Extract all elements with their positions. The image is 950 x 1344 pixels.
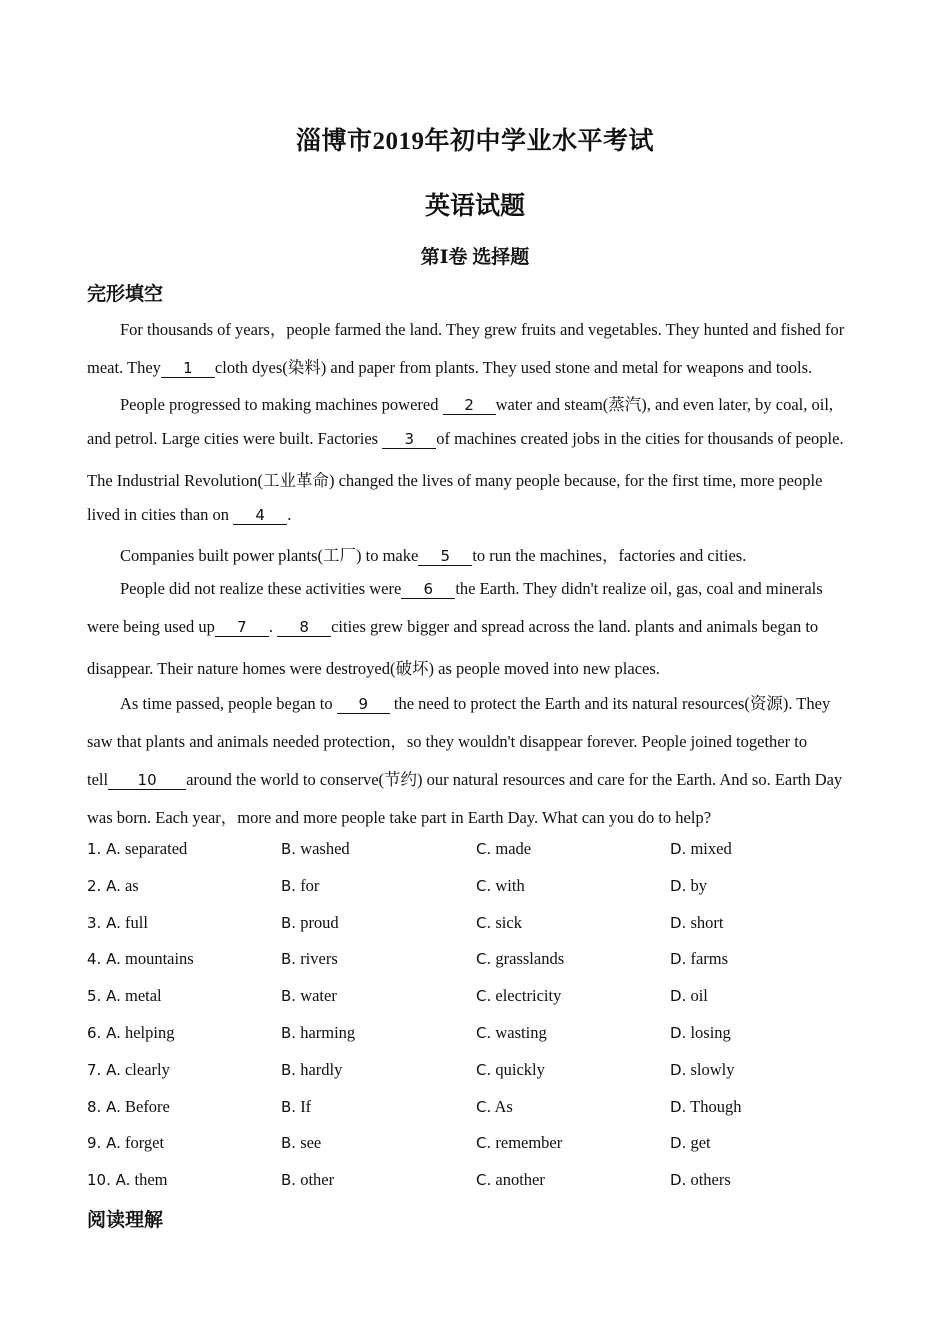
passage-text: saw that plants and animals needed protection，so they wouldn't disappear forever. People joined together to: [87, 732, 808, 751]
passage-text: People did not realize these activities were: [120, 579, 402, 598]
option-label: 3. A.: [87, 913, 121, 932]
option-label: 4. A.: [87, 950, 121, 969]
option-label: B.: [281, 1171, 297, 1190]
option-text: made: [491, 839, 532, 858]
option-a[interactable]: [87, 949, 194, 969]
passage-text: to run the machines，factories and cities.: [472, 546, 747, 565]
option-a[interactable]: [87, 1023, 174, 1043]
option-d[interactable]: [670, 839, 732, 859]
option-a[interactable]: [87, 839, 187, 859]
passage-line: [87, 354, 877, 378]
option-label: D.: [670, 1134, 687, 1153]
option-label: B.: [281, 1134, 297, 1153]
passage-line: [120, 690, 910, 714]
option-text: helping: [120, 1023, 175, 1042]
option-text: metal: [120, 986, 162, 1006]
option-text: separated: [120, 839, 188, 858]
option-label: C.: [476, 840, 492, 858]
option-d[interactable]: [670, 1097, 741, 1117]
passage-text: meat. They: [87, 358, 161, 377]
passage-text: were being used up: [87, 617, 215, 636]
passage-text: and petrol. Large cities were built. Factories: [87, 429, 383, 448]
option-d[interactable]: [670, 1060, 734, 1080]
option-row: [87, 876, 887, 898]
option-label: C.: [476, 1097, 492, 1116]
passage-line: [87, 429, 877, 449]
option-label: 10. A.: [87, 1171, 131, 1190]
option-label: C.: [476, 1024, 492, 1042]
option-row: [87, 1170, 887, 1192]
passage-line: [87, 766, 877, 790]
passage-line: [87, 467, 877, 491]
option-text: grasslands: [491, 949, 565, 969]
option-row: [87, 1023, 887, 1045]
option-d[interactable]: [670, 1133, 711, 1153]
passage-line: [120, 579, 910, 599]
option-b[interactable]: [281, 1060, 342, 1080]
option-label: D.: [670, 1060, 687, 1079]
option-text: full: [120, 912, 148, 932]
passage-text: the need to protect the Earth and its natural resources(资源). They: [389, 694, 831, 713]
option-c[interactable]: [476, 1170, 545, 1190]
passage-text: .: [268, 617, 278, 636]
blank-9[interactable]: 9: [337, 696, 390, 714]
option-b[interactable]: [281, 949, 338, 969]
option-label: C.: [476, 950, 492, 969]
exam-subtitle: 英语试题: [424, 193, 525, 220]
option-row: [87, 913, 887, 935]
option-label: 8. A.: [87, 1097, 121, 1116]
passage-line: [87, 728, 877, 752]
option-text: get: [686, 1133, 711, 1153]
option-text: sick: [491, 912, 522, 932]
passage-text: People progressed to making machines powered: [120, 395, 443, 414]
option-text: electricity: [491, 986, 562, 1006]
option-label: D.: [670, 1024, 687, 1042]
option-row: [87, 986, 887, 1008]
passage-text: tell: [87, 770, 109, 789]
passage-text: water and steam(蒸汽), and even later, by coal, oil,: [495, 395, 834, 414]
option-text: as: [120, 875, 139, 895]
option-b[interactable]: [281, 876, 319, 896]
passage-line: [87, 505, 877, 525]
option-text: harming: [296, 1023, 356, 1042]
option-row: [87, 1133, 887, 1155]
reading-heading: 阅读理解: [87, 1209, 164, 1231]
option-text: proud: [296, 912, 339, 932]
option-text: by: [686, 875, 707, 895]
option-c[interactable]: [476, 1060, 545, 1080]
option-c[interactable]: [476, 986, 561, 1006]
option-label: D.: [670, 1097, 687, 1116]
option-label: D.: [670, 840, 687, 858]
blank-6[interactable]: 6: [401, 581, 455, 599]
option-c[interactable]: [476, 949, 564, 969]
passage-text: .: [287, 505, 292, 524]
option-text: farms: [686, 949, 729, 969]
passage-text: The Industrial Revolution(工业革命) changed the lives of many people because, for the first time, more people: [87, 471, 823, 490]
option-label: B.: [281, 950, 297, 969]
option-b[interactable]: [281, 1097, 311, 1117]
passage-text: around the world to conserve(节约) our natural resources and care for the Earth. And so. Earth Day: [186, 770, 843, 789]
option-text: washed: [296, 839, 350, 858]
option-text: Though: [686, 1096, 742, 1116]
passage-line: [120, 542, 910, 566]
passage-line: [120, 391, 910, 415]
option-text: oil: [686, 986, 708, 1006]
option-label: C.: [476, 1171, 492, 1190]
option-b[interactable]: [281, 986, 337, 1006]
option-text: with: [491, 875, 525, 895]
option-label: B.: [281, 1097, 297, 1116]
option-a[interactable]: [87, 986, 162, 1006]
option-row: [87, 1097, 887, 1119]
option-text: forget: [120, 1133, 165, 1153]
option-b[interactable]: [281, 839, 350, 859]
option-label: 6. A.: [87, 1024, 121, 1042]
option-label: 9. A.: [87, 1134, 121, 1153]
option-text: mixed: [686, 839, 732, 858]
passage-text: was born. Each year，more and more people take part in Earth Day. What can you do to help?: [87, 808, 712, 827]
passage-text: the Earth. They didn't realize oil, gas, coal and minerals: [455, 579, 823, 598]
option-label: 7. A.: [87, 1060, 121, 1079]
option-b[interactable]: [281, 1133, 321, 1153]
option-text: If: [296, 1096, 312, 1116]
passage-text: As time passed, people began to: [120, 694, 337, 713]
option-label: D.: [670, 876, 687, 895]
option-label: C.: [476, 913, 492, 932]
option-text: remember: [491, 1133, 563, 1153]
option-b[interactable]: [281, 1023, 355, 1043]
option-a[interactable]: [87, 1133, 164, 1153]
passage-text: Companies built power plants(工厂) to make: [120, 546, 419, 565]
option-a[interactable]: [87, 1097, 170, 1117]
passage-line: [87, 804, 877, 828]
option-row: [87, 839, 887, 861]
option-text: Before: [120, 1096, 170, 1116]
blank-1[interactable]: 1: [161, 360, 215, 378]
option-label: 1. A.: [87, 840, 121, 858]
option-text: water: [296, 986, 337, 1006]
blank-4[interactable]: 4: [233, 507, 287, 525]
option-text: wasting: [491, 1023, 547, 1042]
option-text: clearly: [120, 1059, 170, 1079]
option-label: C.: [476, 1134, 492, 1153]
option-label: B.: [281, 1024, 297, 1042]
option-label: B.: [281, 913, 297, 932]
option-d[interactable]: [670, 949, 728, 969]
option-label: B.: [281, 1060, 297, 1079]
option-label: C.: [476, 987, 492, 1006]
option-row: [87, 949, 887, 971]
option-label: C.: [476, 876, 492, 895]
option-c[interactable]: [476, 1133, 562, 1153]
option-c[interactable]: [476, 876, 525, 896]
option-label: D.: [670, 987, 687, 1006]
passage-text: of machines created jobs in the cities for thousands of people.: [436, 429, 844, 448]
option-label: B.: [281, 876, 297, 895]
exam-title: 淄博市2019年初中学业水平考试: [295, 128, 654, 155]
option-a[interactable]: [87, 876, 139, 896]
option-label: 5. A.: [87, 987, 121, 1006]
option-text: see: [296, 1133, 322, 1153]
option-d[interactable]: [670, 876, 707, 896]
passage-text: cloth dyes(染料) and paper from plants. They used stone and metal for weapons and tools.: [214, 358, 813, 377]
passage-text: cities grew bigger and spread across the land. plants and animals began to: [331, 617, 819, 636]
blank-8[interactable]: 8: [277, 619, 331, 637]
option-label: B.: [281, 840, 297, 858]
option-text: others: [686, 1170, 731, 1190]
passage-text: lived in cities than on: [87, 505, 234, 524]
passage-text: disappear. Their nature homes were destroyed(破坏) as people moved into new places.: [87, 659, 660, 678]
option-d[interactable]: [670, 913, 723, 933]
option-text: for: [296, 875, 320, 895]
option-c[interactable]: [476, 839, 531, 859]
option-text: hardly: [296, 1059, 343, 1079]
option-a[interactable]: [87, 1060, 170, 1080]
blank-5[interactable]: 5: [418, 548, 472, 566]
option-label: C.: [476, 1060, 492, 1079]
passage-line: [120, 316, 910, 340]
option-row: [87, 1060, 887, 1082]
part-heading: 第Ⅰ卷 选择题: [420, 247, 530, 268]
option-text: As: [491, 1096, 513, 1116]
cloze-heading: 完形填空: [87, 283, 164, 305]
option-text: slowly: [686, 1059, 735, 1079]
option-text: them: [130, 1170, 168, 1190]
option-label: B.: [281, 987, 297, 1006]
blank-3[interactable]: 3: [382, 431, 436, 449]
option-c[interactable]: [476, 1023, 547, 1043]
option-d[interactable]: [670, 1023, 731, 1043]
option-label: D.: [670, 913, 687, 932]
option-d[interactable]: [670, 1170, 731, 1190]
option-a[interactable]: [87, 913, 148, 933]
passage-text: For thousands of years，people farmed the land. They grew fruits and vegetables. They hunted and fished for: [120, 320, 845, 339]
option-text: mountains: [120, 949, 194, 969]
option-a[interactable]: [87, 1170, 168, 1190]
option-b[interactable]: [281, 913, 339, 933]
passage-line: [87, 655, 877, 679]
option-d[interactable]: [670, 986, 708, 1006]
option-text: another: [491, 1170, 545, 1190]
option-c[interactable]: [476, 913, 522, 933]
blank-10[interactable]: 10: [108, 772, 186, 790]
blank-2[interactable]: 2: [443, 397, 496, 415]
blank-7[interactable]: 7: [215, 619, 269, 637]
option-b[interactable]: [281, 1170, 334, 1190]
option-label: D.: [670, 950, 687, 969]
option-text: quickly: [491, 1059, 545, 1079]
option-label: D.: [670, 1171, 687, 1190]
passage-line: [87, 617, 877, 637]
option-text: short: [686, 912, 724, 932]
option-text: other: [296, 1170, 335, 1190]
option-text: rivers: [296, 949, 338, 969]
option-label: 2. A.: [87, 876, 121, 895]
option-text: losing: [686, 1023, 731, 1042]
option-c[interactable]: [476, 1097, 513, 1117]
